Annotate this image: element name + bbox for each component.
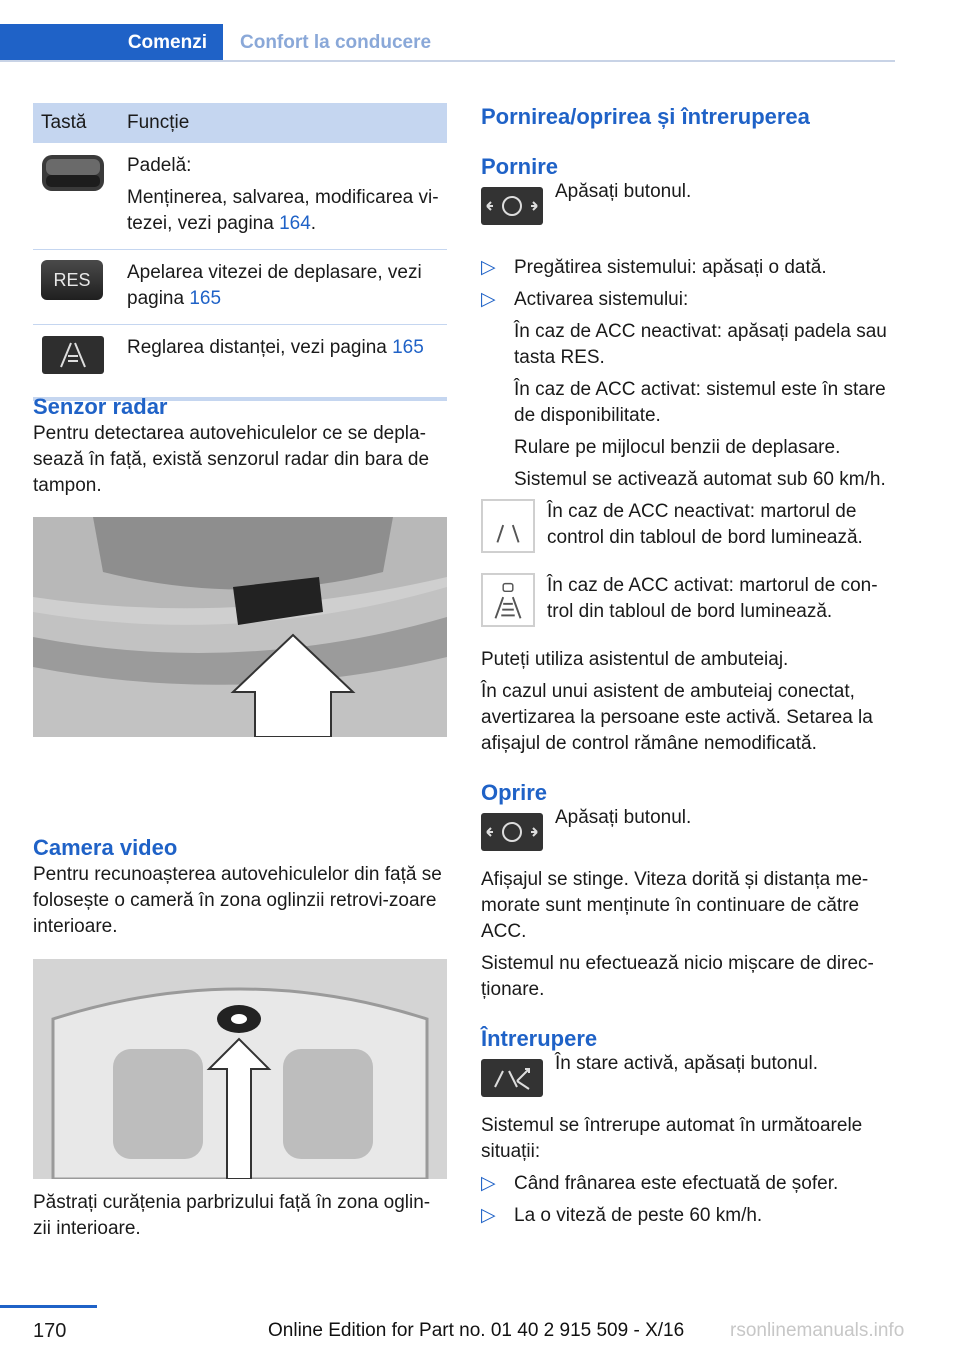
traffic-jam-text: Puteți utiliza asistentul de ambuteiaj.: [481, 649, 789, 670]
list-item: ▷ Când frânarea este efectuată de șofer.: [481, 1173, 839, 1194]
chapter-header: [0, 24, 895, 62]
camera-text: Pentru recunoașterea autovehiculelor din față se folosește o cameră în zona oglinzii retrovi-zoare interioare.: [33, 864, 442, 937]
start-heading: Pornire: [481, 154, 559, 179]
auto-pause-text: Sistemul se întrerupe automat în următoarele situații:: [481, 1115, 863, 1162]
lamp-active-text: În caz de ACC activat: martorul de con-trol din tabloul de bord luminează.: [547, 575, 878, 622]
table-header-key: Tastă: [33, 103, 117, 143]
pause-heading: Întrerupere: [481, 1026, 598, 1051]
auto-pause-list: [481, 1171, 895, 1229]
stop-press-text: Apăsați butonul.: [555, 807, 692, 828]
res-description: Apelarea vitezei de deplasare, vezi pagina: [127, 262, 422, 309]
tab-comenzi[interactable]: Comenzi: [0, 24, 223, 62]
watermark: rsonlinemanuals.info: [730, 1320, 905, 1341]
radar-sensor-image: [33, 517, 447, 737]
button-function-table: [33, 103, 447, 401]
distance-description: Reglarea distanței, vezi pagina: [127, 337, 393, 358]
camera-image: [33, 959, 447, 1179]
right-column: [481, 103, 895, 1235]
start-press-text: Apăsați butonul.: [555, 181, 692, 202]
table-row: [33, 325, 447, 400]
radar-sensor-heading: Senzor radar: [33, 394, 168, 419]
radar-sensor-text: Pentru detectarea autovehiculelor ce se depla-sează în față, există senzorul radar din bara de tampon.: [33, 423, 430, 496]
camera-caption: Păstrați curățenia parbrizului față în zona oglin-zii interioare.: [33, 1192, 431, 1239]
header-rule: [0, 60, 895, 62]
steering-button-icon-stop: [481, 813, 543, 851]
acc-active-lamp-icon: [481, 573, 535, 627]
res-button-icon: RES: [41, 260, 103, 300]
edition-info: Online Edition for Part no. 01 40 2 915 509 - X/16: [268, 1320, 685, 1341]
pause-button-icon: [481, 1059, 543, 1097]
camera-heading: Camera video: [33, 835, 178, 860]
paddle-button-icon: [41, 153, 105, 193]
no-steering-text: Sistemul nu efectuează nicio mișcare de direc-ționare.: [481, 953, 874, 1000]
lamp-inactive-text: În caz de ACC neactivat: martorul de control din tabloul de bord luminează.: [547, 501, 863, 548]
paddle-label: Padelă:: [127, 155, 192, 176]
stop-heading: Oprire: [481, 780, 548, 805]
page-number: 170: [33, 1320, 67, 1342]
page-link-164[interactable]: 164: [279, 213, 311, 234]
list-item: ▷ Pregătirea sistemului: apăsați o dată.: [481, 257, 827, 278]
list-item: ▷ La o viteză de peste 60 km/h.: [481, 1205, 763, 1226]
list-item: ▷ Activarea sistemului: În caz de ACC neactivat: apăsați padela sau tasta RES. În caz de ACC activat: sistemul este în stare de disponibilitate. Rulare pe mijlocul benzii de deplasare. Sistemul se activează automat sub 60 km/h.: [481, 289, 887, 490]
page-link-165-b[interactable]: 165: [392, 337, 424, 358]
table-row: Padelă: Menținerea, salvarea, modificarea vi-tezei, vezi pagina 164.: [33, 143, 447, 250]
steering-button-icon: [481, 187, 543, 225]
display-off-text: Afișajul se stinge. Viteza dorită și distanța me-morate sunt menținute în continuare de către ACC.: [481, 869, 869, 942]
table-header-function: Funcție: [117, 103, 447, 143]
table-row: [33, 250, 447, 325]
paddle-description: Menținerea, salvarea, modificarea vi-tezei, vezi pagina: [127, 187, 439, 234]
start-stop-heading: Pornirea/oprirea și întreruperea: [481, 104, 810, 129]
acc-inactive-lamp-icon: [481, 499, 535, 553]
start-steps-list: [481, 255, 895, 493]
traffic-jam-warning-text: În cazul unui asistent de ambuteiaj conectat, avertizarea la persoane este activă. Setarea la afișajul de control rămâne nemodificată.: [481, 681, 873, 754]
page-link-165[interactable]: 165: [189, 288, 222, 309]
left-column: [33, 103, 447, 1239]
tab-confort-la-conducere[interactable]: Confort la conducere: [240, 32, 432, 53]
pause-press-text: În stare activă, apăsați butonul.: [555, 1053, 818, 1074]
distance-button-icon: [41, 335, 105, 375]
page-number-rule: [0, 1305, 97, 1308]
